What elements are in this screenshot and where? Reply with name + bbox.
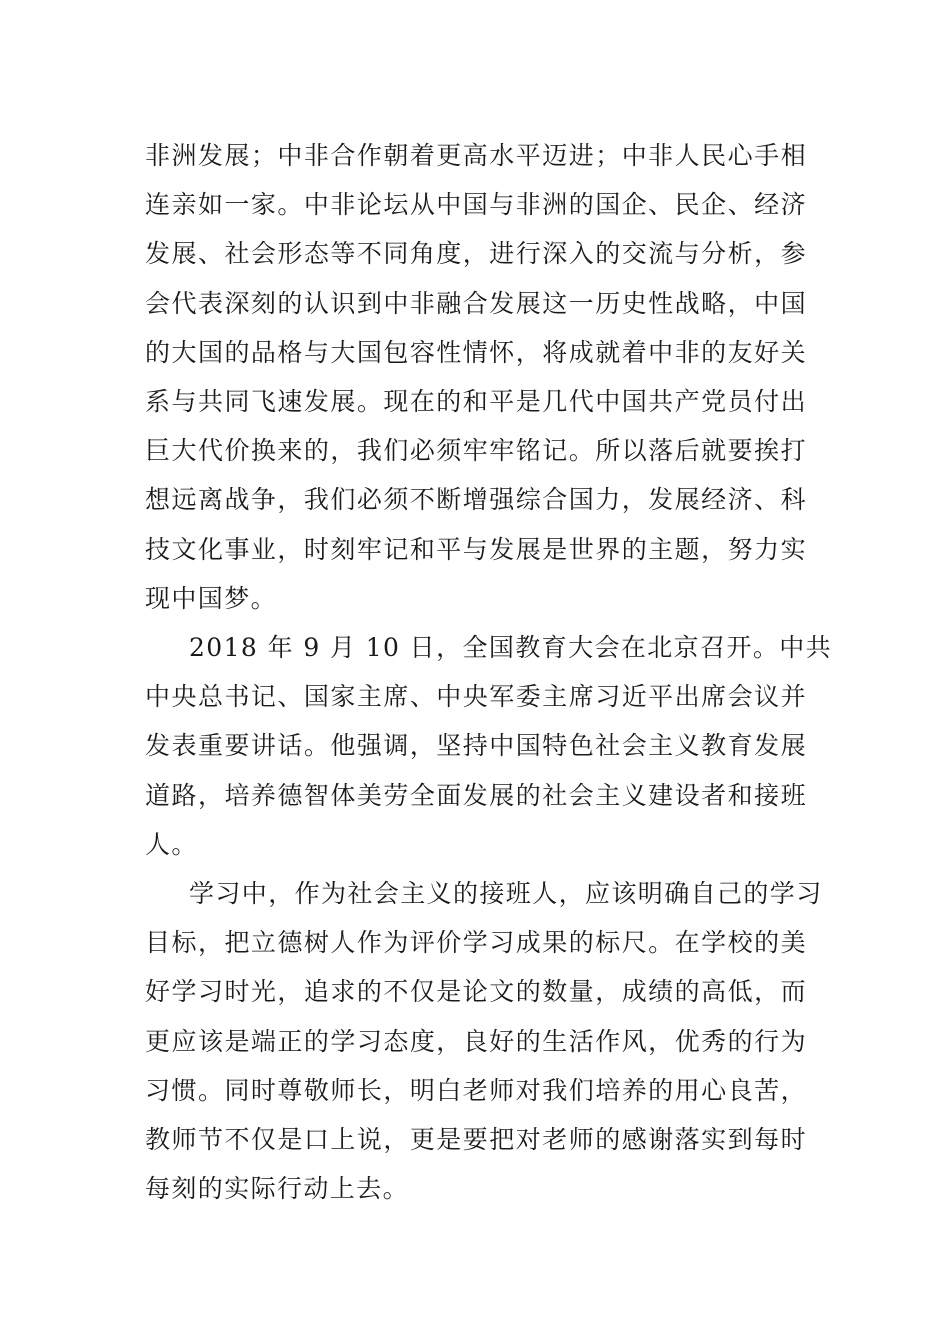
text-line: 非洲发展；中非合作朝着更高水平迈进；中非人民心手相: [145, 141, 807, 170]
paragraph-africa-cooperation: [145, 131, 807, 623]
text-line: 会代表深刻的认识到中非融合发展这一历史性战略，中国: [145, 288, 807, 318]
text-line: 的大国的品格与大国包容性情怀，将成就着中非的友好关: [145, 337, 807, 367]
text-line: 技文化事业，时刻牢记和平与发展是世界的主题，努力实: [145, 534, 807, 564]
text-line: 学习中，作为社会主义的接班人，应该明确自己的学习: [189, 879, 823, 909]
text-line: 好学习时光，追求的不仅是论文的数量，成绩的高低，而: [145, 977, 807, 1007]
text-line: 人。: [145, 829, 198, 859]
text-line: 发表重要讲话。他强调，坚持中国特色社会主义教育发展: [145, 731, 807, 761]
text-line: 中央总书记、国家主席、中央军委主席习近平出席会议并: [145, 682, 807, 712]
text-line: 道路，培养德智体美劳全面发展的社会主义建设者和接班: [145, 780, 807, 810]
text-line: 现中国梦。: [145, 583, 278, 613]
text-line: 习惯。同时尊敬师长，明白老师对我们培养的用心良苦，: [145, 1075, 807, 1105]
text-line: 系与共同飞速发展。现在的和平是几代中国共产党员付出: [145, 387, 807, 417]
text-line: 想远离战争，我们必须不断增强综合国力，发展经济、科: [145, 485, 807, 515]
text-line: 连亲如一家。中非论坛从中国与非洲的国企、民企、经济: [145, 190, 807, 220]
text-line: 目标，把立德树人作为评价学习成果的标尺。在学校的美: [145, 928, 807, 958]
text-line: 教师节不仅是口上说，更是要把对老师的感谢落实到每时: [145, 1125, 807, 1155]
paragraph-education-conference: [145, 623, 833, 869]
text-line: 每刻的实际行动上去。: [145, 1174, 410, 1204]
paragraph-study-goals: [145, 869, 823, 1213]
text-line: 更应该是端正的学习态度，良好的生活作风，优秀的行为: [145, 1026, 807, 1056]
document-body: [145, 131, 833, 1213]
text-line: 巨大代价换来的，我们必须牢牢铭记。所以落后就要挨打: [145, 436, 807, 466]
text-line: 2018 年 9 月 10 日，全国教育大会在北京召开。中共: [189, 633, 833, 663]
text-line: 发展、社会形态等不同角度，进行深入的交流与分析，参: [145, 239, 807, 269]
